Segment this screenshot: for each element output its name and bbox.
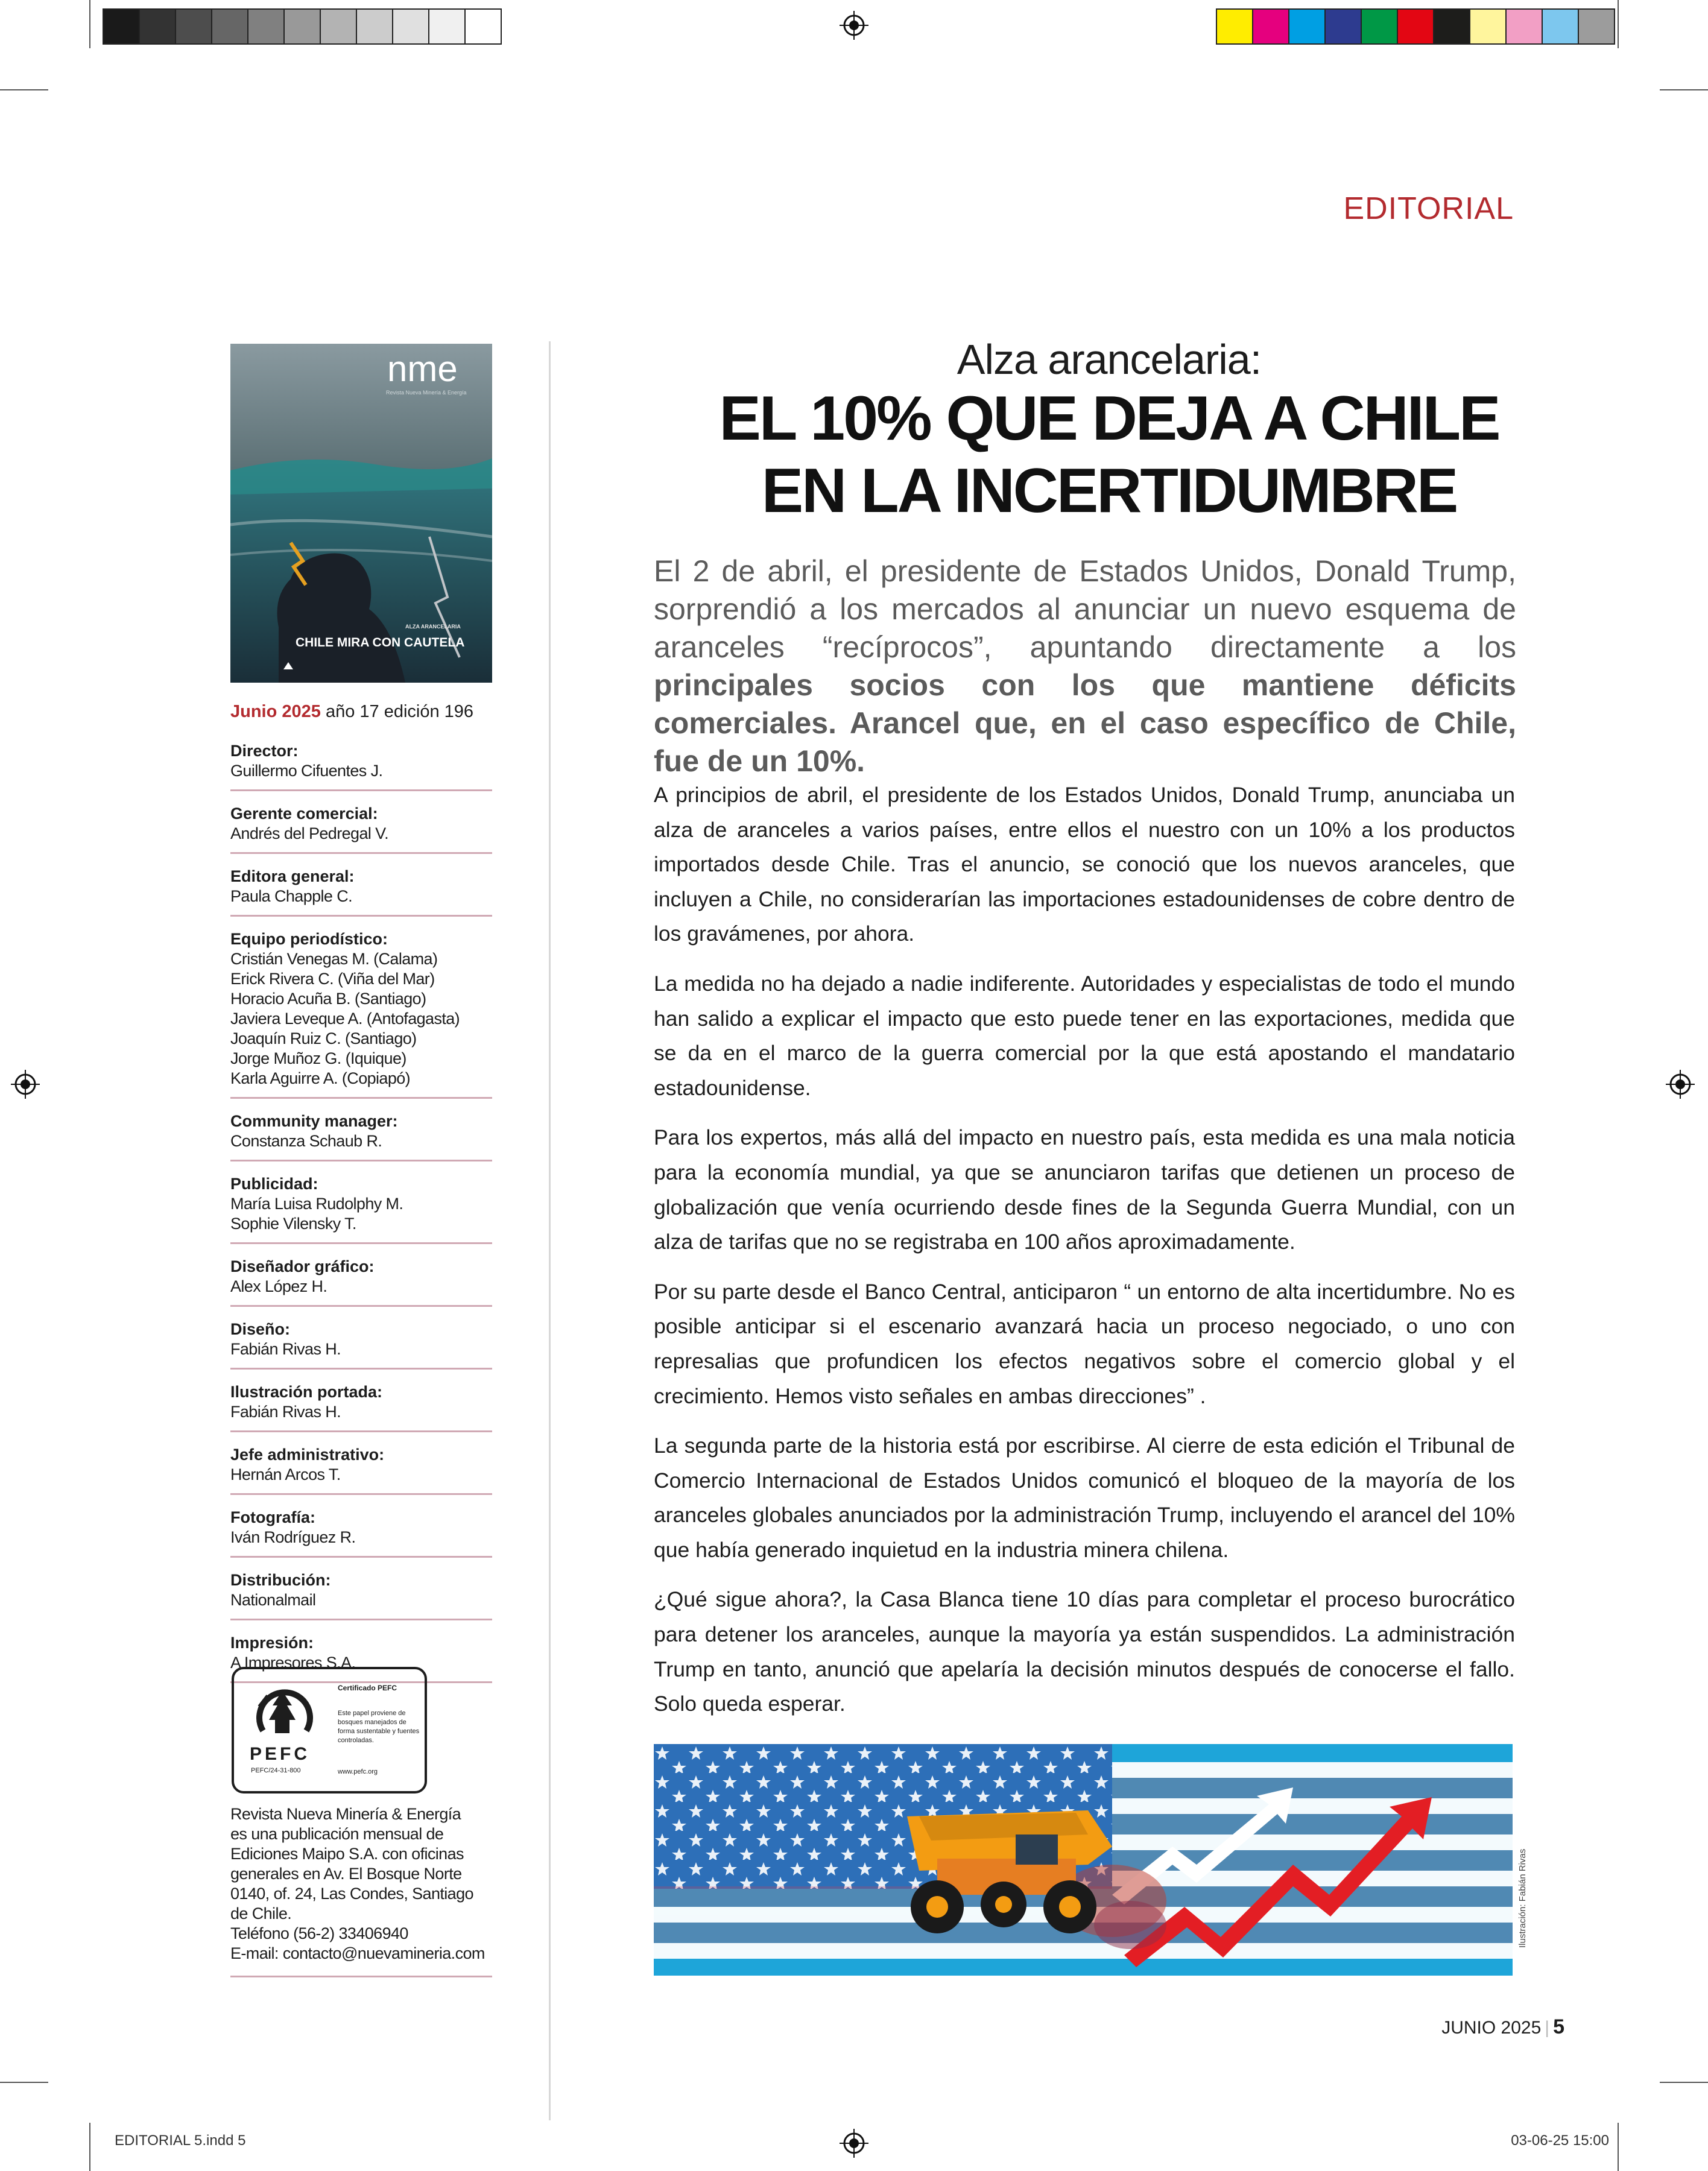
headline-line-2: EN LA INCERTIDUMBRE	[761, 456, 1457, 526]
staff-role: Diseñador gráfico:	[230, 1257, 375, 1275]
staff-name: Karla Aguirre A. (Copiapó)	[230, 1069, 411, 1087]
staff-name: Fabián Rivas H.	[230, 1403, 341, 1421]
article-lead	[654, 552, 1516, 780]
gray-swatch	[104, 10, 140, 43]
staff-name: Guillermo Cifuentes J.	[230, 762, 383, 780]
publisher-line: Ediciones Maipo S.A. con oficinas	[230, 1845, 464, 1863]
gray-swatch	[248, 10, 285, 43]
cover-kicker: ALZA ARANCELARIA	[405, 624, 461, 630]
body-paragraph: La medida no ha dejado a nadie indiferente. Autoridades y especialistas de todo el mundo han salido a explicar el impacto que esto puede tener en las exportaciones, medida que se da en el marco de la guerra comercial por la que está apostando el mandatario estadounidense.	[654, 971, 1515, 1100]
edition-number: año 17 edición 196	[320, 702, 474, 721]
staff-role: Equipo periodístico:	[230, 930, 388, 948]
registration-mark-left	[11, 1070, 40, 1099]
staff-block	[230, 800, 492, 854]
gray-swatch	[140, 10, 176, 43]
masthead-staff-list	[230, 737, 492, 1692]
staff-name: A Impresores S.A.	[230, 1654, 356, 1672]
article-headline	[654, 382, 1564, 527]
crop-mark	[1660, 89, 1708, 90]
staff-name: Andrés del Pedregal V.	[230, 824, 388, 842]
color-swatch	[1398, 10, 1434, 43]
page-number: 5	[1553, 2015, 1564, 2038]
pefc-certification-box	[232, 1667, 427, 1793]
staff-name: María Luisa Rudolphy M.	[230, 1195, 403, 1213]
staff-role: Fotografía:	[230, 1508, 315, 1526]
crop-mark	[0, 2082, 48, 2083]
article-illustration	[654, 1744, 1513, 1976]
edition-info	[230, 702, 473, 722]
staff-block	[230, 1378, 492, 1432]
illustration-credit-area	[1517, 1845, 1531, 1948]
staff-block	[230, 1107, 492, 1161]
article-body	[654, 778, 1515, 1737]
staff-name: Sophie Vilensky T.	[230, 1215, 356, 1233]
staff-block	[230, 862, 492, 917]
color-calibration-bar	[1216, 8, 1615, 45]
color-swatch	[1217, 10, 1253, 43]
color-swatch	[1434, 10, 1470, 43]
registration-mark-bottom	[840, 2129, 868, 2158]
staff-name: Erick Rivera C. (Viña del Mar)	[230, 970, 435, 988]
print-slug-file: EDITORIAL 5.indd 5	[115, 2132, 246, 2149]
publisher-line: de Chile.	[230, 1904, 292, 1923]
staff-block	[230, 737, 492, 791]
staff-name: Jorge Muñoz G. (Iquique)	[230, 1049, 406, 1067]
registration-mark-right	[1666, 1070, 1695, 1099]
publisher-line: generales en Av. El Bosque Norte	[230, 1865, 462, 1883]
staff-role: Director:	[230, 742, 299, 760]
staff-name: Hernán Arcos T.	[230, 1465, 341, 1484]
gray-swatch	[321, 10, 357, 43]
staff-block	[230, 1441, 492, 1495]
pefc-description: Este papel proviene de bosques manejados de forma sustentable y fuentes controladas.	[338, 1710, 420, 1744]
article-kicker: Alza arancelaria:	[957, 336, 1262, 383]
edition-month: Junio 2025	[230, 702, 321, 721]
publisher-line: 0140, of. 24, Las Condes, Santiago	[230, 1885, 473, 1903]
staff-block	[230, 1503, 492, 1558]
color-swatch	[1543, 10, 1579, 43]
body-paragraph: ¿Qué sigue ahora?, la Casa Blanca tiene 10 días para completar el proceso burocrático para detener los aranceles, aunque la mayoría ya están suspendidos. La administración Trump en tanto, anunció que apelaría la decisión minutos después de conocerse el fallo. Solo queda esperar.	[654, 1587, 1515, 1716]
footer-date: JUNIO 2025	[1441, 2018, 1542, 2038]
lead-bold-text: principales socios con los que mantiene déficits comerciales. Arancel que, en el caso específico de Chile, fue de un 10%.	[654, 668, 1516, 778]
staff-name: Cristián Venegas M. (Calama)	[230, 950, 438, 968]
gray-swatch	[466, 10, 501, 43]
section-label: EDITORIAL	[1343, 191, 1514, 226]
staff-block	[230, 1170, 492, 1244]
body-paragraph: La segunda parte de la historia está por escribirse. Al cierre de esta edición el Tribunal de Comercio Internacional de Estados Unidos comunicó el bloqueo de la mayoría de los aranceles globales anunciados por la administración Trump, incluyendo el arancel del 10% que había generado inquietud en la industria minera chilena.	[654, 1433, 1515, 1562]
publisher-line: Revista Nueva Minería & Energía	[230, 1805, 461, 1823]
staff-role: Jefe administrativo:	[230, 1446, 385, 1464]
staff-block	[230, 1566, 492, 1620]
staff-block	[230, 1253, 492, 1307]
staff-role: Gerente comercial:	[230, 804, 378, 823]
color-swatch	[1326, 10, 1362, 43]
pefc-code: PEFC/24-31-800	[251, 1767, 301, 1774]
color-swatch	[1253, 10, 1289, 43]
body-paragraph: Por su parte desde el Banco Central, anticiparon “ un entorno de alta incertidumbre. No es posible anticipar si el escenario avanzará hacia un proceso negociado, o uno con represalias que profundicen los efectos negativos sobre el comercio global y el crecimiento. Hemos visto señales en ambas direcciones” .	[654, 1279, 1515, 1408]
gray-swatch	[393, 10, 429, 43]
crop-mark	[89, 0, 90, 48]
crop-mark	[1660, 2082, 1708, 2083]
staff-role: Publicidad:	[230, 1175, 318, 1193]
crop-mark	[1618, 0, 1619, 48]
publisher-info	[230, 1804, 496, 1964]
cover-brand-subtitle: Revista Nueva Minería & Energía	[386, 390, 467, 396]
staff-name: Constanza Schaub R.	[230, 1132, 382, 1150]
crop-mark	[0, 89, 48, 90]
gray-swatch	[212, 10, 248, 43]
grayscale-calibration-bar	[103, 8, 502, 45]
staff-name: Alex López H.	[230, 1277, 327, 1295]
staff-name: Fabián Rivas H.	[230, 1340, 341, 1358]
publisher-rule	[230, 1976, 492, 1977]
staff-role: Distribución:	[230, 1571, 331, 1589]
pefc-wordmark: PEFC	[250, 1744, 311, 1764]
cover-title: CHILE MIRA CON CAUTELA	[296, 636, 465, 649]
staff-name: Javiera Leveque A. (Antofagasta)	[230, 1010, 460, 1028]
body-paragraph: A principios de abril, el presidente de los Estados Unidos, Donald Trump, anunciaba un alza de aranceles a varios países, entre ellos el nuestro con un 10% a los productos importados desde Chile. Tras el anuncio, se conoció que los nuevos aranceles, que incluyen a Chile, no considerarían las importaciones estadounidenses de cobre dentro de los gravámenes, por ahora.	[654, 783, 1515, 946]
pefc-certified-label: Certificado PEFC	[338, 1684, 397, 1692]
publisher-line: es una publicación mensual de	[230, 1825, 444, 1843]
color-swatch	[1470, 10, 1507, 43]
staff-name: Horacio Acuña B. (Santiago)	[230, 990, 426, 1008]
print-slug-timestamp: 03-06-25 15:00	[1511, 2132, 1609, 2149]
publisher-line: E-mail: contacto@nuevamineria.com	[230, 1944, 485, 1962]
staff-role: Impresión:	[230, 1634, 314, 1652]
staff-name: Paula Chapple C.	[230, 887, 353, 905]
cover-brand: nme	[387, 349, 458, 389]
staff-role: Community manager:	[230, 1112, 398, 1130]
magazine-cover-image	[230, 344, 492, 683]
staff-block	[230, 925, 492, 1099]
staff-role: Editora general:	[230, 867, 355, 885]
color-swatch	[1289, 10, 1326, 43]
color-swatch	[1507, 10, 1543, 43]
staff-role: Diseño:	[230, 1320, 291, 1338]
page-footer: JUNIO 2025 | 5	[1441, 2015, 1564, 2038]
lead-text: El 2 de abril, el presidente de Estados Unidos, Donald Trump, sorprendió a los mercados al anunciar un nuevo esquema de aranceles “recíprocos”, apuntando directamente a los	[654, 554, 1516, 664]
gray-swatch	[429, 10, 466, 43]
gray-swatch	[285, 10, 321, 43]
gray-swatch	[357, 10, 393, 43]
staff-name: Iván Rodríguez R.	[230, 1528, 356, 1546]
publisher-line: Teléfono (56-2) 33406940	[230, 1924, 408, 1942]
headline-line-1: EL 10% QUE DEJA A CHILE	[719, 384, 1499, 453]
pefc-url: www.pefc.org	[338, 1768, 378, 1775]
pefc-tree-icon	[251, 1683, 317, 1743]
crop-mark	[1618, 2123, 1619, 2171]
gray-swatch	[176, 10, 212, 43]
crop-mark	[89, 2123, 90, 2171]
staff-block	[230, 1315, 492, 1370]
color-swatch	[1362, 10, 1398, 43]
color-swatch	[1579, 10, 1614, 43]
staff-role: Ilustración portada:	[230, 1383, 383, 1401]
registration-mark-top	[840, 11, 868, 40]
column-divider	[549, 341, 551, 2120]
staff-name: Nationalmail	[230, 1591, 316, 1609]
staff-name: Joaquín Ruiz C. (Santiago)	[230, 1029, 417, 1048]
body-paragraph: Para los expertos, más allá del impacto en nuestro país, esta medida es una mala noticia para la economía mundial, ya que se anunciaron tarifas que detienen un proceso de globalización que venía ocurriendo desde fines de la Segunda Guerra Mundial, con un alza de tarifas que no se registraba en 100 años aproximadamente.	[654, 1125, 1515, 1254]
illustration-credit: Ilustración: Fabián Rivas	[1517, 1848, 1528, 1948]
